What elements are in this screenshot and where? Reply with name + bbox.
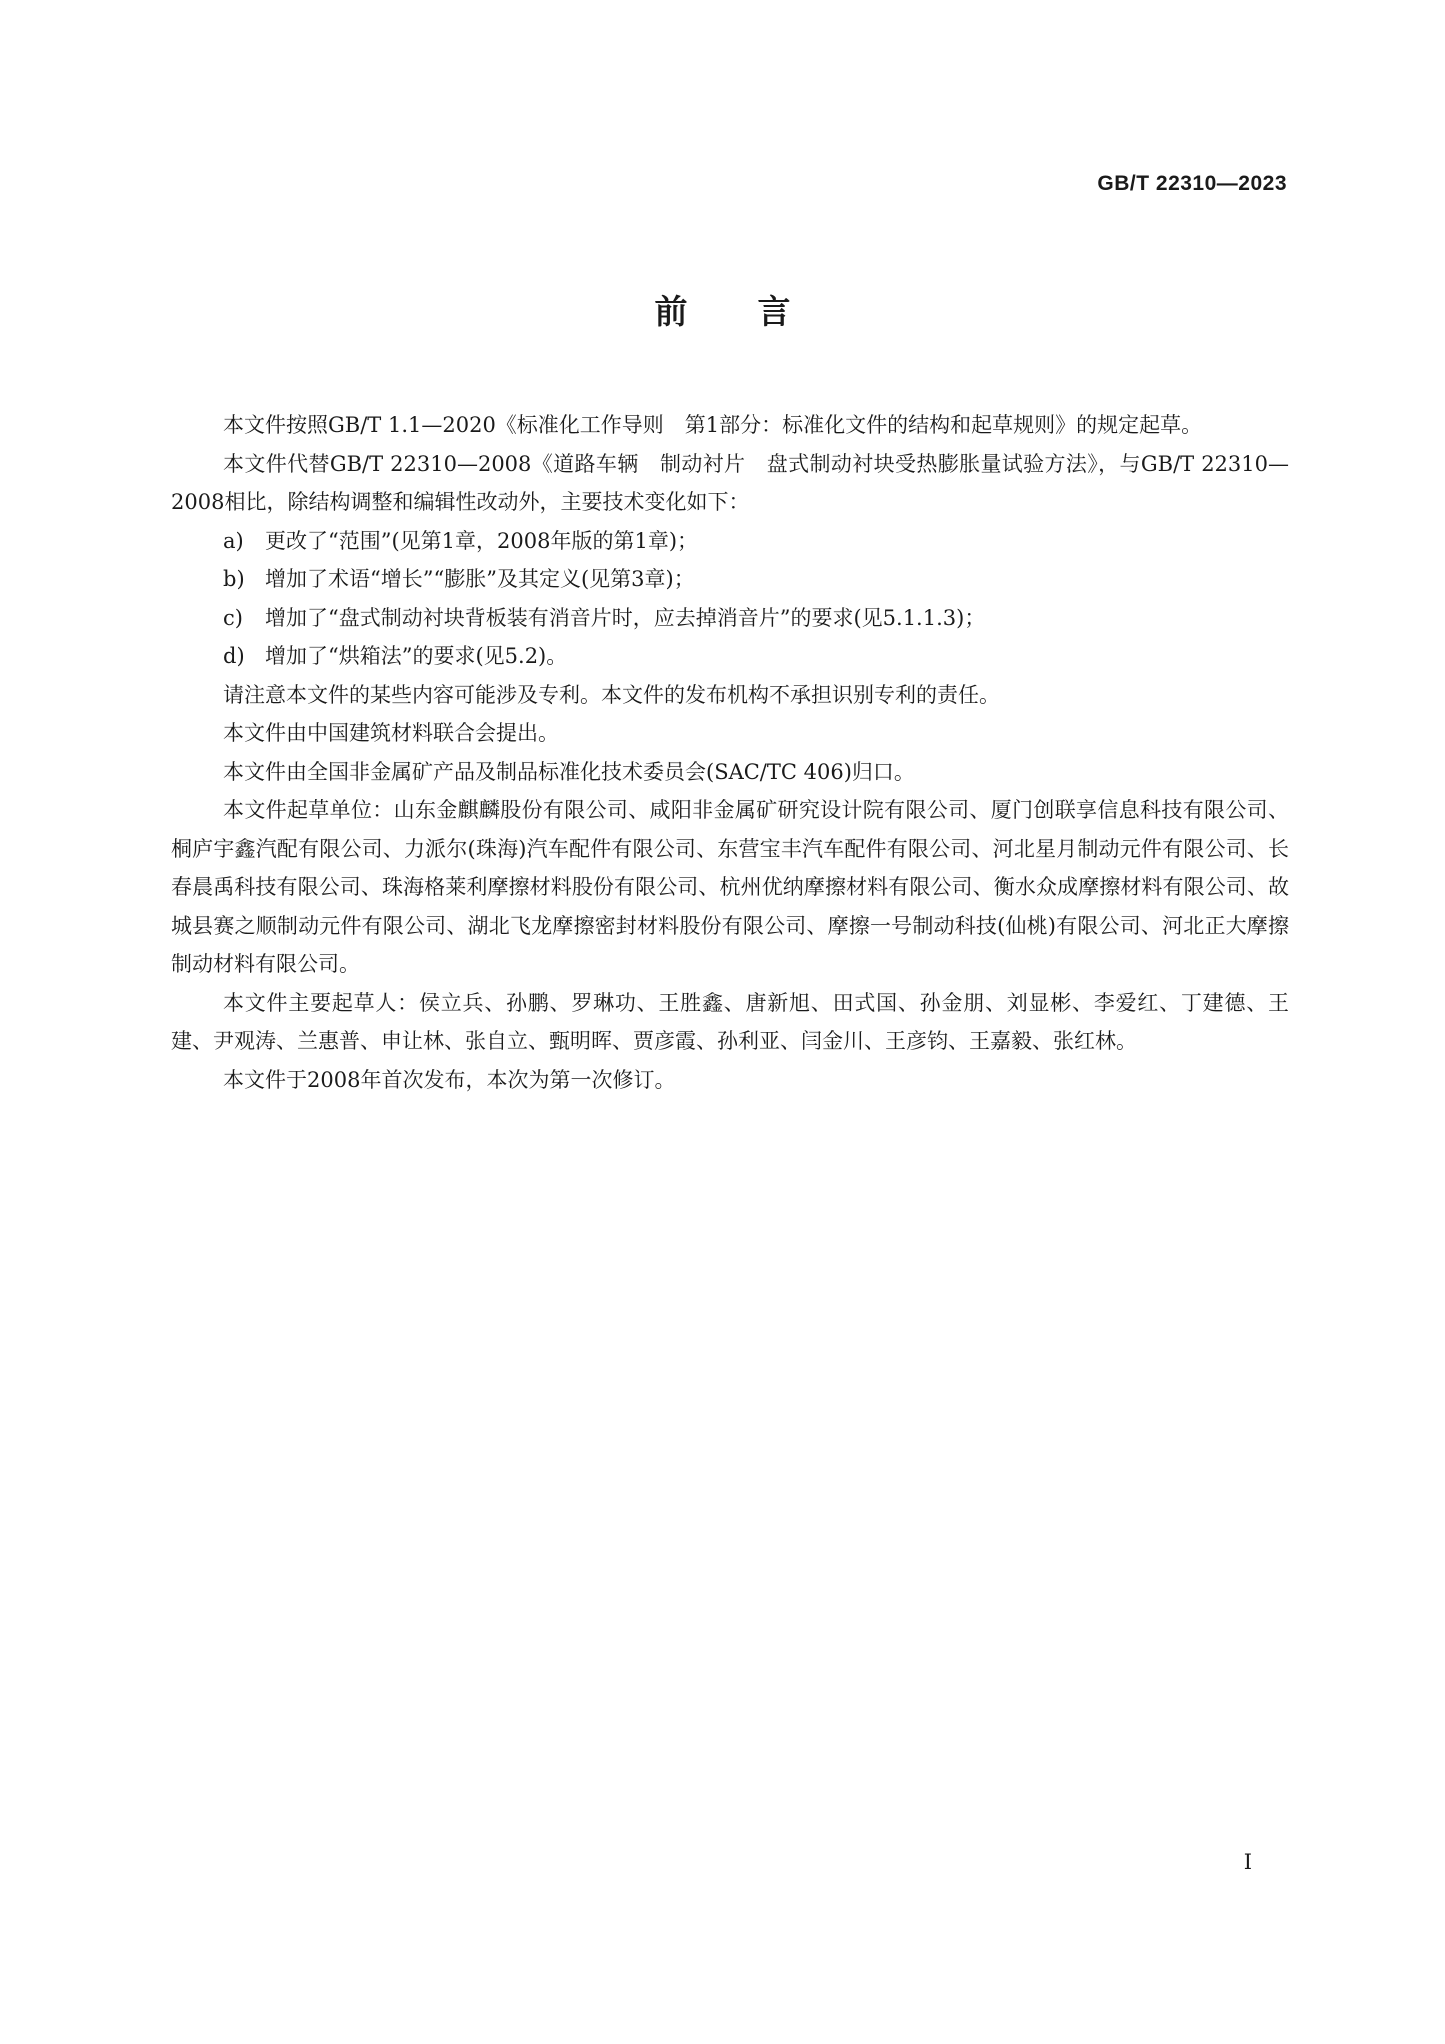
list-item-marker: c) — [223, 605, 243, 630]
paragraph-drafting-rules: 本文件按照GB/T 1.1—2020《标准化工作导则 第1部分：标准化文件的结构和起草规则》的规定起草。 — [223, 413, 1203, 437]
list-item — [171, 560, 1289, 599]
list-item-text: 增加了术语“增长”“膨胀”及其定义(见第3章)； — [265, 567, 695, 591]
list-item-text: 增加了“烘箱法”的要求(见5.2)。 — [265, 644, 568, 668]
document-body — [171, 406, 1289, 1099]
page-number: I — [1243, 1850, 1252, 1874]
paragraph-drafters: 本文件主要起草人：侯立兵、孙鹏、罗琳功、王胜鑫、唐新旭、田式国、孙金朋、刘显彬、李爱红、丁建德、王建、尹观涛、兰惠普、申让林、张自立、甄明晖、贾彦霞、孙利亚、闫金川、王彦钧、王嘉毅、张红林。 — [171, 990, 1289, 1053]
page-title: 前言 — [654, 292, 861, 331]
paragraph-drafting-units: 本文件起草单位：山东金麒麟股份有限公司、咸阳非金属矿研究设计院有限公司、厦门创联享信息科技有限公司、桐庐宇鑫汽配有限公司、力派尔(珠海)汽车配件有限公司、东营宝丰汽车配件有限公司、河北星月制动元件有限公司、长春晨禹科技有限公司、珠海格莱利摩擦材料股份有限公司、杭州优纳摩擦材料有限公司、衡水众成摩擦材料有限公司、故城县赛之顺制动元件有限公司、湖北飞龙摩擦密封材料股份有限公司、摩擦一号制动科技(仙桃)有限公司、河北正大摩擦制动材料有限公司。 — [171, 798, 1289, 976]
list-item — [171, 599, 1289, 638]
paragraph-replacement: 本文件代替GB/T 22310—2008《道路车辆 制动衬片 盘式制动衬块受热膨胀量试验方法》，与GB/T 22310—2008相比，除结构调整和编辑性改动外，主要技术变化如下： — [171, 451, 1289, 514]
list-item — [171, 522, 1289, 561]
list-item-marker: d) — [223, 644, 245, 668]
standard-code: GB/T 22310—2023 — [1097, 172, 1287, 195]
list-item-text: 增加了“盘式制动衬块背板装有消音片时，应去掉消音片”的要求(见5.1.1.3)； — [265, 605, 986, 630]
paragraph-publication-history: 本文件于2008年首次发布，本次为第一次修订。 — [223, 1067, 676, 1092]
list-item-text: 更改了“范围”(见第1章，2008年版的第1章)； — [265, 528, 699, 553]
paragraph-proposer: 本文件由中国建筑材料联合会提出。 — [223, 721, 559, 745]
list-item-marker: b) — [223, 567, 245, 591]
paragraph-patent-notice: 请注意本文件的某些内容可能涉及专利。本文件的发布机构不承担识别专利的责任。 — [223, 682, 1000, 707]
paragraph-technical-committee: 本文件由全国非金属矿产品及制品标准化技术委员会(SAC/TC 406)归口。 — [223, 759, 915, 784]
list-item — [171, 637, 1289, 676]
list-item-marker: a) — [223, 528, 244, 553]
